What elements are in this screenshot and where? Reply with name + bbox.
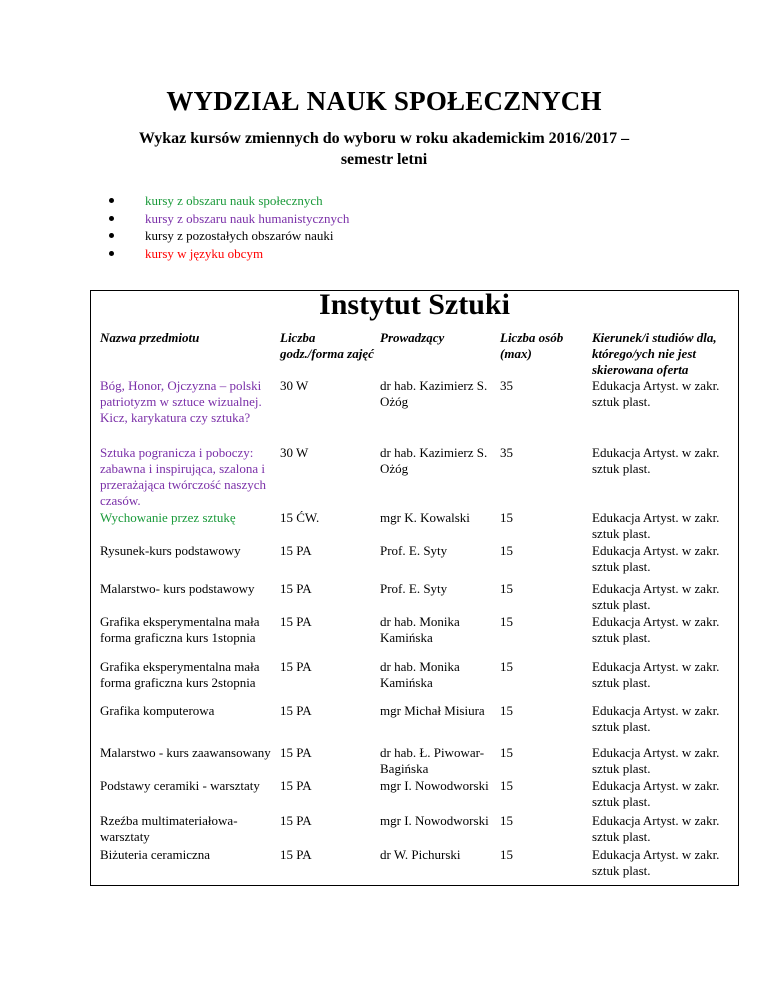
table-row: [100, 543, 730, 581]
column-header-hours: Liczba godz./forma zajęć: [280, 330, 374, 361]
course-name-cell: Rysunek-kurs podstawowy: [100, 543, 241, 558]
teacher-cell: dr hab. Kazimierz S. Ożóg: [380, 445, 488, 476]
teacher-cell: dr W. Pichurski: [380, 847, 461, 862]
teacher-cell: Prof. E. Syty: [380, 581, 448, 596]
max-persons-cell: 15: [500, 703, 513, 718]
column-header-name: Nazwa przedmiotu: [100, 330, 200, 345]
teacher-cell: dr hab. Kazimierz S. Ożóg: [380, 378, 488, 409]
direction-cell: Edukacja Artyst. w zakr. sztuk plast.: [592, 445, 720, 476]
hours-cell: 15 PA: [280, 745, 312, 760]
course-name-cell: Bóg, Honor, Ojczyzna – polski patriotyzm w sztuce wizualnej. Kicz, karykatura czy sztuka?: [100, 378, 262, 425]
table-row: [100, 378, 730, 445]
max-persons-cell: 15: [500, 543, 513, 558]
legend-label: kursy z obszaru nauk społecznych: [145, 193, 323, 208]
direction-cell: Edukacja Artyst. w zakr. sztuk plast.: [592, 510, 720, 541]
hours-cell: 15 PA: [280, 778, 312, 793]
course-name-cell: Wychowanie przez sztukę: [100, 510, 236, 525]
course-name-cell: Sztuka pogranicza i poboczy: zabawna i inspirująca, szalona i przerażająca twórczość naszych czasów.: [100, 445, 266, 508]
table-row: [100, 703, 730, 745]
courses-table-body: [100, 378, 730, 881]
legend-item-humanities: [105, 210, 349, 228]
course-name-cell: Grafika komputerowa: [100, 703, 215, 718]
direction-cell: Edukacja Artyst. w zakr. sztuk plast.: [592, 703, 720, 734]
hours-cell: 30 W: [280, 378, 309, 393]
hours-cell: 15 ĆW.: [280, 510, 320, 525]
teacher-cell: mgr K. Kowalski: [380, 510, 470, 525]
legend-item-social: [105, 192, 349, 210]
table-row: [100, 614, 730, 659]
direction-cell: Edukacja Artyst. w zakr. sztuk plast.: [592, 378, 720, 409]
table-row: [100, 581, 730, 614]
teacher-cell: dr hab. Monika Kamińska: [380, 659, 460, 690]
teacher-cell: mgr Michał Misiura: [380, 703, 485, 718]
direction-cell: Edukacja Artyst. w zakr. sztuk plast.: [592, 813, 720, 844]
max-persons-cell: 15: [500, 745, 513, 760]
direction-cell: Edukacja Artyst. w zakr. sztuk plast.: [592, 778, 720, 809]
hours-cell: 15 PA: [280, 614, 312, 629]
max-persons-cell: 15: [500, 813, 513, 828]
max-persons-cell: 15: [500, 847, 513, 862]
teacher-cell: mgr I. Nowodworski: [380, 813, 489, 828]
legend-label: kursy w języku obcym: [145, 245, 264, 261]
max-persons-cell: 35: [500, 378, 513, 393]
column-header-teacher: Prowadzący: [380, 330, 445, 345]
table-row: [100, 445, 730, 510]
direction-cell: Edukacja Artyst. w zakr. sztuk plast.: [592, 581, 720, 612]
max-persons-cell: 15: [500, 778, 513, 793]
max-persons-cell: 15: [500, 659, 513, 674]
direction-cell: Edukacja Artyst. w zakr. sztuk plast.: [592, 847, 720, 878]
page-title: WYDZIAŁ NAUK SPOŁECZNYCH: [166, 86, 602, 116]
hours-cell: 15 PA: [280, 813, 312, 828]
hours-cell: 15 PA: [280, 703, 312, 718]
course-name-cell: Podstawy ceramiki - warsztaty: [100, 778, 260, 793]
page-subtitle: [90, 128, 678, 170]
max-persons-cell: 35: [500, 445, 513, 460]
hours-cell: 30 W: [280, 445, 309, 460]
column-header-direction: Kierunek/i studiów dla, którego/ych nie jest skierowana oferta: [592, 330, 717, 377]
max-persons-cell: 15: [500, 614, 513, 629]
hours-cell: 15 PA: [280, 581, 312, 596]
course-name-cell: Malarstwo - kurs zaawansowany: [100, 745, 271, 760]
color-legend: [105, 192, 349, 262]
table-row: [100, 745, 730, 778]
teacher-cell: Prof. E. Syty: [380, 543, 448, 558]
institute-title: Instytut Sztuki: [319, 288, 510, 321]
legend-label: kursy z pozostałych obszarów nauki: [145, 228, 334, 243]
subtitle-line-1: Wykaz kursów zmiennych do wyboru w roku akademickim 2016/2017 –: [138, 130, 630, 147]
hours-cell: 15 PA: [280, 847, 312, 862]
course-name-cell: Malarstwo- kurs podstawowy: [100, 581, 255, 596]
course-name-cell: Grafika eksperymentalna mała forma graficzna kurs 2stopnia: [100, 659, 260, 690]
course-name-cell: Biżuteria ceramiczna: [100, 847, 211, 862]
table-row: [100, 813, 730, 847]
hours-cell: 15 PA: [280, 543, 312, 558]
table-row: [100, 847, 730, 881]
teacher-cell: dr hab. Ł. Piwowar-Bagińska: [380, 745, 485, 776]
legend-item-foreign-language: [105, 245, 349, 263]
course-name-cell: Grafika eksperymentalna mała forma graficzna kurs 1stopnia: [100, 614, 260, 645]
direction-cell: Edukacja Artyst. w zakr. sztuk plast.: [592, 745, 720, 776]
subtitle-line-2: semestr letni: [340, 151, 428, 168]
hours-cell: 15 PA: [280, 659, 312, 674]
table-row: [100, 510, 730, 543]
teacher-cell: dr hab. Monika Kamińska: [380, 614, 460, 645]
courses-table: [100, 330, 730, 881]
direction-cell: Edukacja Artyst. w zakr. sztuk plast.: [592, 614, 720, 645]
table-header-row: [100, 330, 730, 378]
max-persons-cell: 15: [500, 510, 513, 525]
table-row: [100, 778, 730, 813]
teacher-cell: mgr I. Nowodworski: [380, 778, 489, 793]
course-name-cell: Rzeźba multimateriałowa- warsztaty: [100, 813, 238, 844]
direction-cell: Edukacja Artyst. w zakr. sztuk plast.: [592, 659, 720, 690]
table-row: [100, 659, 730, 703]
legend-item-other: [105, 227, 349, 245]
column-header-max: Liczba osób (max): [500, 330, 564, 361]
max-persons-cell: 15: [500, 581, 513, 596]
legend-label: kursy z obszaru nauk humanistycznych: [145, 210, 350, 226]
direction-cell: Edukacja Artyst. w zakr. sztuk plast.: [592, 543, 720, 574]
